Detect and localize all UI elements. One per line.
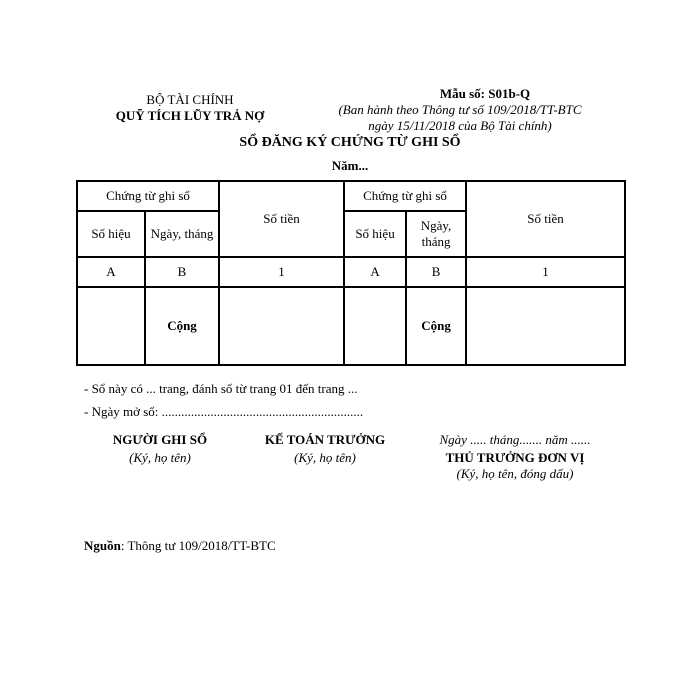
- group-header-left: Chứng từ ghi sổ: [77, 181, 219, 211]
- voucher-register-table: [76, 180, 626, 366]
- accountant-sign-hint: (Ký, họ tên): [294, 450, 356, 465]
- recorder-title: NGƯỜI GHI SỔ: [112, 432, 208, 447]
- source-label: Nguồn: [84, 538, 121, 553]
- empty-cell: [466, 287, 625, 365]
- form-code: Mẫu số: S01b-Q: [439, 86, 531, 101]
- index-cell: A: [344, 257, 406, 287]
- empty-cell: [77, 287, 145, 365]
- source-line: [84, 538, 276, 554]
- sign-date-line: Ngày ..... tháng....... năm ......: [439, 432, 591, 447]
- total-label-left: Cộng: [145, 287, 219, 365]
- open-date-note: - Ngày mở sổ: ..............................................................: [84, 404, 364, 419]
- head-sign-hint: (Ký, họ tên, đóng dấu): [456, 466, 574, 481]
- table-row: [77, 257, 625, 287]
- fund-name: QUỸ TÍCH LŨY TRẢ NỢ: [115, 108, 265, 123]
- ministry-name: BỘ TÀI CHÍNH: [146, 92, 234, 107]
- accountant-title: KẾ TOÁN TRƯỞNG: [264, 432, 386, 447]
- number-header-right: Số hiệu: [344, 211, 406, 257]
- index-cell: 1: [466, 257, 625, 287]
- number-header-left: Số hiệu: [77, 211, 145, 257]
- total-label-right: Cộng: [406, 287, 466, 365]
- source-text: : Thông tư 109/2018/TT-BTC: [120, 538, 276, 553]
- date-header-left: Ngày, tháng: [145, 211, 219, 257]
- issued-line-2: ngày 15/11/2018 của Bộ Tài chính): [368, 118, 552, 133]
- table-row: [77, 287, 625, 365]
- date-header-right: Ngày, tháng: [406, 211, 466, 257]
- page-count-note: - Sổ này có ... trang, đánh số từ trang 01 đến trang ...: [84, 381, 358, 396]
- table-row: [77, 181, 625, 211]
- index-cell: B: [406, 257, 466, 287]
- issued-line-1: (Ban hành theo Thông tư số 109/2018/TT-BTC: [338, 102, 582, 117]
- amount-header-left: Số tiền: [219, 181, 344, 257]
- head-title: THỦ TRƯỞNG ĐƠN VỊ: [445, 450, 585, 465]
- year-line: Năm...: [331, 158, 369, 173]
- index-cell: B: [145, 257, 219, 287]
- document-title: SỔ ĐĂNG KÝ CHỨNG TỪ GHI SỔ: [239, 135, 461, 150]
- empty-cell: [344, 287, 406, 365]
- recorder-sign-hint: (Ký, họ tên): [129, 450, 191, 465]
- amount-header-right: Số tiền: [466, 181, 625, 257]
- index-cell: A: [77, 257, 145, 287]
- index-cell: 1: [219, 257, 344, 287]
- group-header-right: Chứng từ ghi sổ: [344, 181, 466, 211]
- empty-cell: [219, 287, 344, 365]
